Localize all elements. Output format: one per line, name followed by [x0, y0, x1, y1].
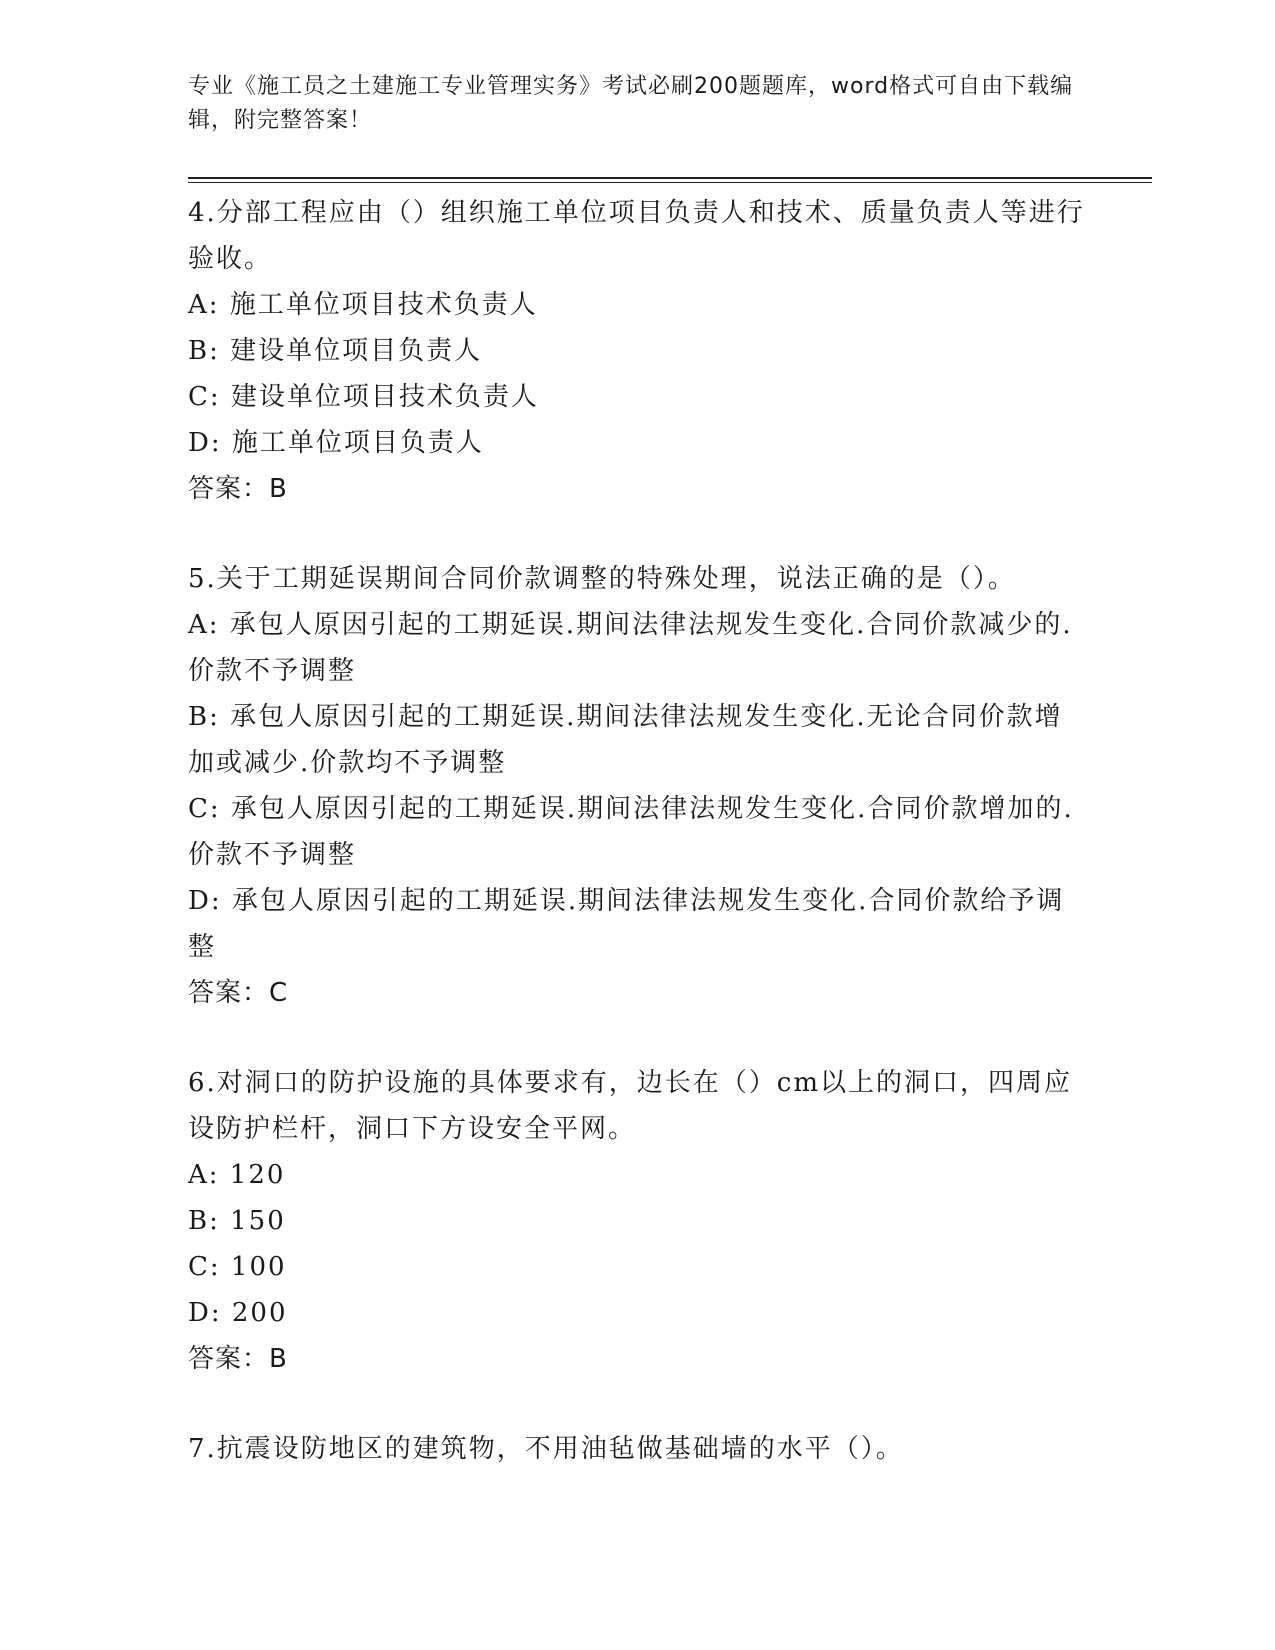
header-divider	[188, 177, 1152, 179]
question-answer: 答案：C	[188, 978, 289, 1008]
question-stem: 5.关于工期延误期间合同价款调整的特殊处理，说法正确的是（）。	[188, 564, 1016, 594]
question-answer: 答案：B	[188, 1344, 288, 1374]
option-d: D: 200	[188, 1298, 288, 1328]
option-a: A: 120	[188, 1160, 286, 1190]
question-item	[188, 1426, 1088, 1472]
question-answer: 答案：B	[188, 474, 288, 504]
option-c: C: 100	[188, 1252, 287, 1282]
option-b: B: 建设单位项目负责人	[188, 336, 483, 366]
option-a: A: 承包人原因引起的工期延误.期间法律法规发生变化.合同价款减少的.价款不予调整	[188, 610, 1073, 686]
option-c: C: 承包人原因引起的工期延误.期间法律法规发生变化.合同价款增加的.价款不予调整	[188, 794, 1074, 870]
question-item	[188, 190, 1088, 512]
question-item	[188, 1060, 1088, 1382]
option-b: B: 承包人原因引起的工期延误.期间法律法规发生变化.无论合同价款增加或减少.价款均不予调整	[188, 702, 1063, 778]
header-divider-thin	[188, 182, 1152, 183]
question-stem: 4.分部工程应由（）组织施工单位项目负责人和技术、质量负责人等进行验收。	[188, 198, 1085, 274]
question-item	[188, 556, 1088, 1016]
document-intro: 专业《施工员之土建施工专业管理实务》考试必刷200题题库，word格式可自由下载编辑，附完整答案！	[188, 74, 1074, 133]
option-c: C: 建设单位项目技术负责人	[188, 382, 539, 412]
option-d: D: 承包人原因引起的工期延误.期间法律法规发生变化.合同价款给予调整	[188, 886, 1065, 962]
option-b: B: 150	[188, 1206, 286, 1236]
option-d: D: 施工单位项目负责人	[188, 428, 484, 458]
option-a: A: 施工单位项目技术负责人	[188, 290, 538, 320]
question-stem: 7.抗震设防地区的建筑物，不用油毡做基础墙的水平（）。	[188, 1434, 904, 1464]
question-list	[188, 190, 1088, 1472]
question-stem: 6.对洞口的防护设施的具体要求有，边长在（）cm以上的洞口，四周应设防护栏杆，洞口下方设安全平网。	[188, 1068, 1073, 1144]
